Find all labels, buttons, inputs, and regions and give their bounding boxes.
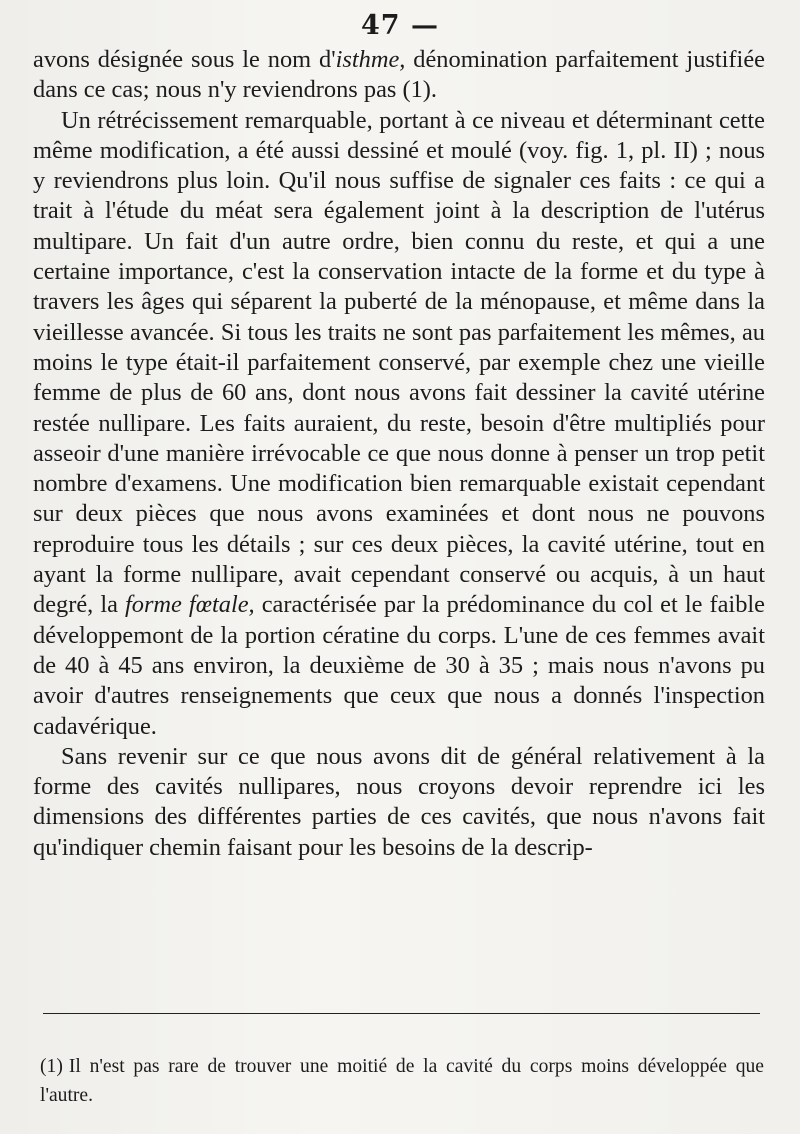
page-number: 47 — <box>361 10 439 41</box>
paragraph-1 <box>33 45 765 106</box>
footnote-marker: (1) <box>40 1056 63 1077</box>
text-run: Un rétrécissement remarquable, portant à ce niveau et déterminant cette même modification, a été aussi dessiné et moulé (voy. fig. 1, pl. II) ; nous y reviendrons plus loin. Qu'il nous suffise de signaler ces faits : ce qui a trait à l'étude du méat sera également joint à la description de l'utérus multipare. Un fait d'un autre ordre, bien connu du reste, et qui a une certaine importance, c'est la conservation intacte de la forme et du type à travers les âges qui séparent la puberté de la ménopause, et même dans la vieillesse avancée. Si tous les traits ne sont pas parfaitement les mêmes, au moins le type était-il parfaitement conservé, par exemple chez une vieille femme de plus de 60 ans, dont nous avons fait dessiner la cavité utérine restée nullipare. Les faits auraient, du reste, besoin d'être multipliés pour asseoir d'une manière irrévocable ce que nous donne à penser un trop petit nombre d'examens. Une modification bien remarquable existait cependant sur deux pièces que nous avons examinées et dont nous ne pouvons reproduire tous les détails ; sur ces deux pièces, la cavité utérine, tout en ayant la forme nullipare, avait cependant conservé ou acquis, à un haut degré, la <box>33 106 765 619</box>
body-text <box>33 45 765 863</box>
text-run: Sans revenir sur ce que nous avons dit de général relativement à la forme des cavités nullipares, nous croyons devoir reprendre ici les dimensions des différentes parties de ces cavités, que nous n'avons fait qu'indiquer chemin faisant pour les besoins de la descrip- <box>33 742 765 861</box>
text-run: dénomination parfaitement justifiée dans ce cas; nous n'y reviendrons pas (1). <box>33 46 765 104</box>
footnote-divider <box>43 1013 760 1014</box>
paragraph-2 <box>33 106 765 742</box>
footnote <box>40 1052 764 1110</box>
italic-term: forme fœtale, <box>124 591 255 619</box>
paragraph-3 <box>33 742 765 863</box>
italic-term: isthme, <box>335 46 406 73</box>
text-run: avons désignée sous le nom d' <box>33 46 336 73</box>
text-run: caractérisée par la prédominance du col et le faible développemont de la portion cératine du corps. L'une de ces femmes avait de 40 à 45 ans environ, la deuxième de 30 à 35 ; mais nous n'avons pu avoir d'autres renseignements que ceux que nous a donnés l'inspection cadavérique. <box>33 591 766 740</box>
footnote-text: Il n'est pas rare de trouver une moitié de la cavité du corps moins développée que l'autre. <box>40 1056 764 1106</box>
